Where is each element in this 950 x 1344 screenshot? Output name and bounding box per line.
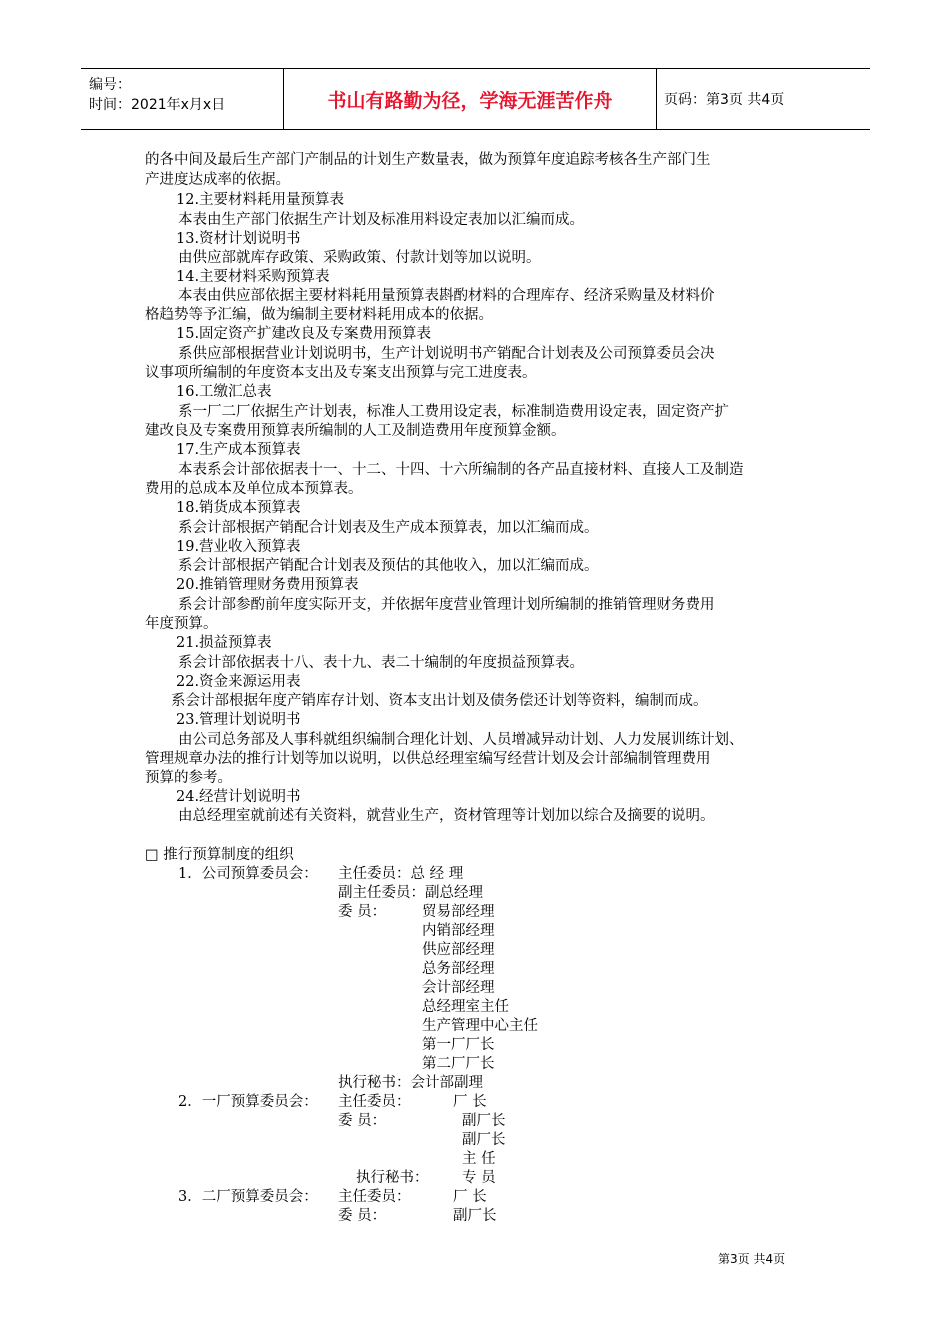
committee-2-label: 2．一厂预算委员会： bbox=[178, 1094, 318, 1110]
section-heading: 23.管理计划说明书 bbox=[176, 712, 301, 728]
committee-3-member: 副厂长 bbox=[453, 1208, 497, 1224]
body-line: 议事项所编制的年度资本支出及专案支出预算与完工进度表。 bbox=[145, 365, 537, 381]
committee-1-member: 第二厂厂长 bbox=[422, 1056, 495, 1072]
body-line: 由供应部就库存政策、采购政策、付款计划等加以说明。 bbox=[178, 250, 541, 266]
header-table bbox=[81, 68, 870, 130]
committee-1-label: 1．公司预算委员会： bbox=[178, 866, 318, 882]
section-heading: 21.损益预算表 bbox=[176, 635, 272, 651]
section-heading: 19.营业收入预算表 bbox=[176, 539, 301, 555]
committee-2-secretary-label: 执行秘书： bbox=[356, 1170, 429, 1186]
committee-1-vice-chair: 副主任委员：副总经理 bbox=[338, 885, 483, 901]
body-line: 由公司总务部及人事科就组织编制合理化计划、人员增减异动计划、人力发展训练计划、 bbox=[178, 732, 744, 748]
committee-1-member: 总务部经理 bbox=[422, 961, 495, 977]
section-heading: 24.经营计划说明书 bbox=[176, 789, 301, 805]
committee-1-chair: 主任委员：总 经 理 bbox=[338, 866, 464, 882]
committee-2-chair-label: 主任委员： bbox=[338, 1094, 411, 1110]
body-line: 建改良及专案费用预算表所编制的人工及制造费用年度预算金额。 bbox=[145, 423, 566, 439]
section-heading: 13.资材计划说明书 bbox=[176, 231, 301, 247]
body-line: 年度预算。 bbox=[145, 616, 218, 632]
header-page-number: 页码：第3页 共4页 bbox=[664, 92, 785, 108]
body-line: 系会计部参酌前年度实际开支，并依据年度营业管理计划所编制的推销管理财务费用 bbox=[178, 597, 715, 613]
committee-1-member: 第一厂厂长 bbox=[422, 1037, 495, 1053]
committee-2-member: 副厂长 bbox=[462, 1132, 506, 1148]
committee-1-secretary: 执行秘书：会计部副理 bbox=[338, 1075, 483, 1091]
committee-2-member: 副厂长 bbox=[462, 1113, 506, 1129]
committee-1-member: 贸易部经理 bbox=[422, 904, 495, 920]
header-meta bbox=[89, 75, 225, 115]
footer-page-number: 第3页 共4页 bbox=[718, 1252, 786, 1266]
committee-1-member: 内销部经理 bbox=[422, 923, 495, 939]
committee-1-member: 会计部经理 bbox=[422, 980, 495, 996]
committee-2-secretary: 专 员 bbox=[462, 1170, 496, 1186]
document-date: 时间：2021年x月x日 bbox=[89, 97, 226, 113]
body-line: 系会计部根据年度产销库存计划、资本支出计划及债务偿还计划等资料，编制而成。 bbox=[171, 693, 708, 709]
body-line: 费用的总成本及单位成本预算表。 bbox=[145, 481, 363, 497]
committee-3-member-label: 委 员： bbox=[338, 1208, 387, 1224]
section-heading: 20.推销管理财务费用预算表 bbox=[176, 577, 359, 593]
body-line: 管理规章办法的推行计划等加以说明，以供总经理室编写经营计划及会计部编制管理费用 bbox=[145, 751, 711, 767]
section-heading: 14.主要材料采购预算表 bbox=[176, 269, 330, 285]
body-line: 系会计部依据表十八、表十九、表二十编制的年度损益预算表。 bbox=[178, 655, 584, 671]
body-line: 产进度达成率的依据。 bbox=[145, 172, 290, 188]
section-heading: 17.生产成本预算表 bbox=[176, 442, 301, 458]
committee-3-label: 3．二厂预算委员会： bbox=[178, 1189, 318, 1205]
committee-3-chair-label: 主任委员： bbox=[338, 1189, 411, 1205]
org-heading: □ 推行预算制度的组织 bbox=[145, 847, 294, 863]
body-line: 系供应部根据营业计划说明书，生产计划说明书产销配合计划表及公司预算委员会决 bbox=[178, 346, 715, 362]
body-line: 本表由供应部依据主要材料耗用量预算表斟酌材料的合理库存、经济采购量及材料价 bbox=[178, 288, 715, 304]
header-motto: 书山有路勤为径，学海无涯苦作舟 bbox=[327, 89, 613, 112]
committee-2-chair: 厂 长 bbox=[453, 1094, 487, 1110]
committee-1-member: 总经理室主任 bbox=[422, 999, 509, 1015]
committee-1-member-label: 委 员： bbox=[338, 904, 387, 920]
section-heading: 12.主要材料耗用量预算表 bbox=[176, 192, 345, 208]
committee-1-member: 供应部经理 bbox=[422, 942, 495, 958]
body-line: 本表系会计部依据表十一、十二、十四、十六所编制的各产品直接材料、直接人工及制造 bbox=[178, 462, 744, 478]
section-heading: 22.资金来源运用表 bbox=[176, 674, 301, 690]
body-line: 本表由生产部门依据生产计划及标准用料设定表加以汇编而成。 bbox=[178, 212, 584, 228]
section-heading: 16.工缴汇总表 bbox=[176, 384, 272, 400]
body-line: 格趋势等予汇编，做为编制主要材料耗用成本的依据。 bbox=[145, 307, 493, 323]
body-line: 由总经理室就前述有关资料，就营业生产，资材管理等计划加以综合及摘要的说明。 bbox=[178, 808, 715, 824]
section-heading: 18.销货成本预算表 bbox=[176, 500, 301, 516]
committee-2-member-label: 委 员： bbox=[338, 1113, 387, 1129]
body-line: 的各中间及最后生产部门产制品的计划生产数量表，做为预算年度追踪考核各生产部门生 bbox=[145, 152, 711, 168]
document-number-label: 编号： bbox=[89, 77, 131, 93]
body-line: 系会计部根据产销配合计划表及生产成本预算表，加以汇编而成。 bbox=[178, 520, 599, 536]
header-divider bbox=[656, 69, 657, 129]
committee-2-member: 主 任 bbox=[462, 1151, 496, 1167]
committee-3-chair: 厂 长 bbox=[453, 1189, 487, 1205]
body-line: 系一厂二厂依据生产计划表，标准人工费用设定表，标准制造费用设定表，固定资产扩 bbox=[178, 404, 729, 420]
section-heading: 15.固定资产扩建改良及专案费用预算表 bbox=[176, 326, 432, 342]
body-line: 预算的参考。 bbox=[145, 770, 232, 786]
committee-1-member: 生产管理中心主任 bbox=[422, 1018, 538, 1034]
body-line: 系会计部根据产销配合计划表及预估的其他收入，加以汇编而成。 bbox=[178, 558, 599, 574]
